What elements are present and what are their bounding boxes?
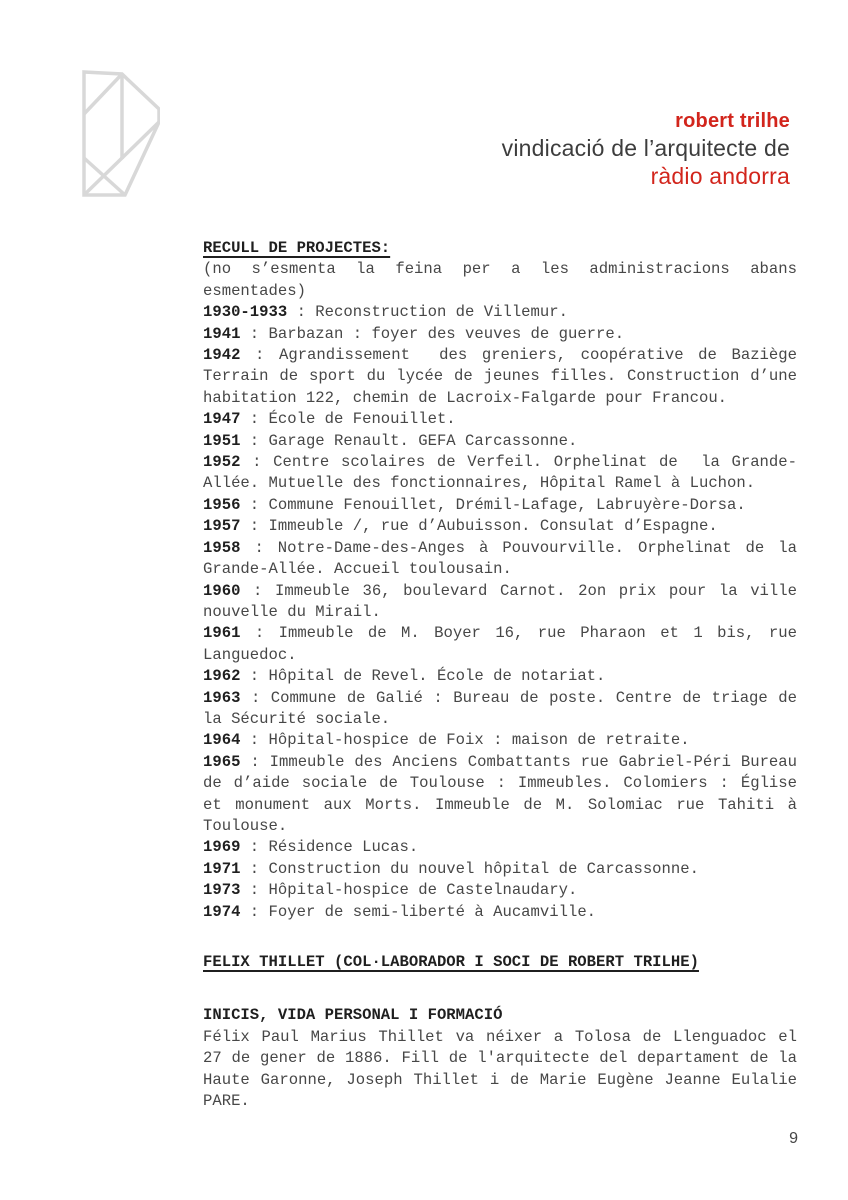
- text-line: Félix Paul Marius Thillet va néixer a Tolosa de Llenguadoc el: [203, 1027, 797, 1046]
- logo-upper-diagonal: [84, 74, 122, 114]
- header-subtitle: vindicació de l’arquitecte de: [501, 135, 790, 161]
- text-line: Grande-Allée. Accueil toulousain.: [203, 560, 512, 579]
- text-line: 27 de gener de 1886. Fill de l'arquitecte del departament de la: [203, 1049, 797, 1068]
- entry-year: 1960: [203, 581, 241, 600]
- document-header: [502, 108, 790, 190]
- entry-year: 1961: [203, 624, 241, 643]
- entry-year: 1971: [203, 859, 241, 878]
- entry-year: 1963: [203, 688, 241, 707]
- project-entry: [203, 452, 797, 495]
- text-line: 1962 : Hôpital de Revel. École de notariat.: [203, 667, 606, 686]
- text-line: INICIS, VIDA PERSONAL I FORMACIÓ: [203, 1006, 503, 1025]
- entry-year: 1951: [203, 431, 241, 450]
- entry-year: 1942: [203, 346, 241, 365]
- text-line: Languedoc.: [203, 645, 297, 664]
- text-line: de d’aide sociale de Toulouse : Immeubles. Colomiers : Église: [203, 774, 797, 793]
- project-entry: [203, 688, 797, 731]
- project-entry: [203, 324, 797, 345]
- project-entry: [203, 730, 797, 751]
- text-line: 1964 : Hôpital-hospice de Foix : maison de retraite.: [203, 731, 690, 750]
- project-entry: [203, 902, 797, 923]
- text-line: 1958 : Notre-Dame-des-Anges à Pouvourville. Orphelinat de la: [203, 538, 797, 557]
- text-line: habitation 122, chemin de Lacroix-Falgarde pour Francou.: [203, 388, 728, 407]
- text-line: 1930-1933 : Reconstruction de Villemur.: [203, 303, 568, 322]
- text-line: 1974 : Foyer de semi-liberté à Aucamville.: [203, 902, 597, 921]
- text-line: esmentades): [203, 281, 306, 300]
- paragraph: [203, 259, 797, 302]
- project-entry: [203, 581, 797, 624]
- text-line: 1941 : Barbazan : foyer des veuves de guerre.: [203, 324, 625, 343]
- section-heading: [203, 238, 797, 259]
- project-entry: [203, 431, 797, 452]
- section-heading: [203, 1005, 797, 1026]
- text-line: 1942 : Agrandissement des greniers, coopérative de Baziège: [203, 346, 797, 365]
- text-line: 1947 : École de Fenouillet.: [203, 410, 456, 429]
- project-entry: [203, 752, 797, 838]
- entry-year: 1973: [203, 881, 241, 900]
- text-line: 1963 : Commune de Galié : Bureau de poste. Centre de triage de: [203, 688, 797, 707]
- entry-year: 1964: [203, 731, 241, 750]
- entry-year: 1965: [203, 752, 241, 771]
- text-line: 1960 : Immeuble 36, boulevard Carnot. 2on prix pour la ville: [203, 581, 797, 600]
- project-entry: [203, 666, 797, 687]
- text-line: FELIX THILLET (COL·LABORADOR I SOCI DE ROBERT TRILHE): [203, 953, 699, 971]
- text-line: 1973 : Hôpital-hospice de Castelnaudary.: [203, 881, 578, 900]
- project-entry: [203, 495, 797, 516]
- text-line: 1969 : Résidence Lucas.: [203, 838, 419, 857]
- entry-year: 1958: [203, 538, 241, 557]
- header-subtitle-accent: ràdio andorra: [650, 163, 790, 189]
- project-entry: [203, 623, 797, 666]
- project-entry: [203, 880, 797, 901]
- entry-year: 1952: [203, 453, 241, 472]
- text-line: Allée. Mutuelle des fonctionnaires, Hôpital Ramel à Luchon.: [203, 474, 756, 493]
- entry-year: 1974: [203, 902, 241, 921]
- entry-year: 1941: [203, 324, 241, 343]
- entry-year: 1956: [203, 495, 241, 514]
- text-line: 1957 : Immeuble /, rue d’Aubuisson. Consulat d’Espagne.: [203, 517, 718, 536]
- text-line: RECULL DE PROJECTES:: [203, 239, 391, 257]
- text-line: et monument aux Morts. Immeuble de M. Solomiac rue Tahiti à: [203, 795, 797, 814]
- section-heading: [203, 952, 797, 973]
- project-entry: [203, 409, 797, 430]
- text-line: (no s’esmenta la feina per a les administracions abans: [203, 260, 797, 279]
- text-line: Haute Garonne, Joseph Thillet i de Marie Eugène Jeanne Eulalie: [203, 1070, 797, 1089]
- page-number: 9: [789, 1130, 798, 1147]
- text-line: Terrain de sport du lycée de jeunes filles. Construction d’une: [203, 367, 797, 386]
- text-line: nouvelle du Mirail.: [203, 602, 381, 621]
- text-line: 1952 : Centre scolaires de Verfeil. Orphelinat de la Grande-: [203, 453, 797, 472]
- entry-year: 1930-1933: [203, 303, 288, 322]
- project-entry: [203, 302, 797, 323]
- entry-year: 1947: [203, 410, 241, 429]
- entry-year: 1962: [203, 667, 241, 686]
- architect-logo-icon: [82, 69, 160, 197]
- text-line: PARE.: [203, 1092, 250, 1111]
- entry-year: 1969: [203, 838, 241, 857]
- project-entry: [203, 516, 797, 537]
- text-line: 1961 : Immeuble de M. Boyer 16, rue Pharaon et 1 bis, rue: [203, 624, 797, 643]
- text-line: 1956 : Commune Fenouillet, Drémil-Lafage, Labruyère-Dorsa.: [203, 495, 746, 514]
- project-entry: [203, 538, 797, 581]
- text-line: la Sécurité sociale.: [203, 709, 391, 728]
- header-author: robert trilhe: [675, 110, 790, 132]
- text-line: Toulouse.: [203, 816, 288, 835]
- entry-year: 1957: [203, 517, 241, 536]
- project-entry: [203, 345, 797, 409]
- text-line: 1951 : Garage Renault. GEFA Carcassonne.: [203, 431, 578, 450]
- project-entry: [203, 859, 797, 880]
- text-line: 1965 : Immeuble des Anciens Combattants rue Gabriel-Péri Bureau: [203, 752, 797, 771]
- body-text: [203, 238, 797, 1112]
- project-entry: [203, 837, 797, 858]
- text-line: 1971 : Construction du nouvel hôpital de Carcassonne.: [203, 859, 699, 878]
- paragraph: [203, 1027, 797, 1113]
